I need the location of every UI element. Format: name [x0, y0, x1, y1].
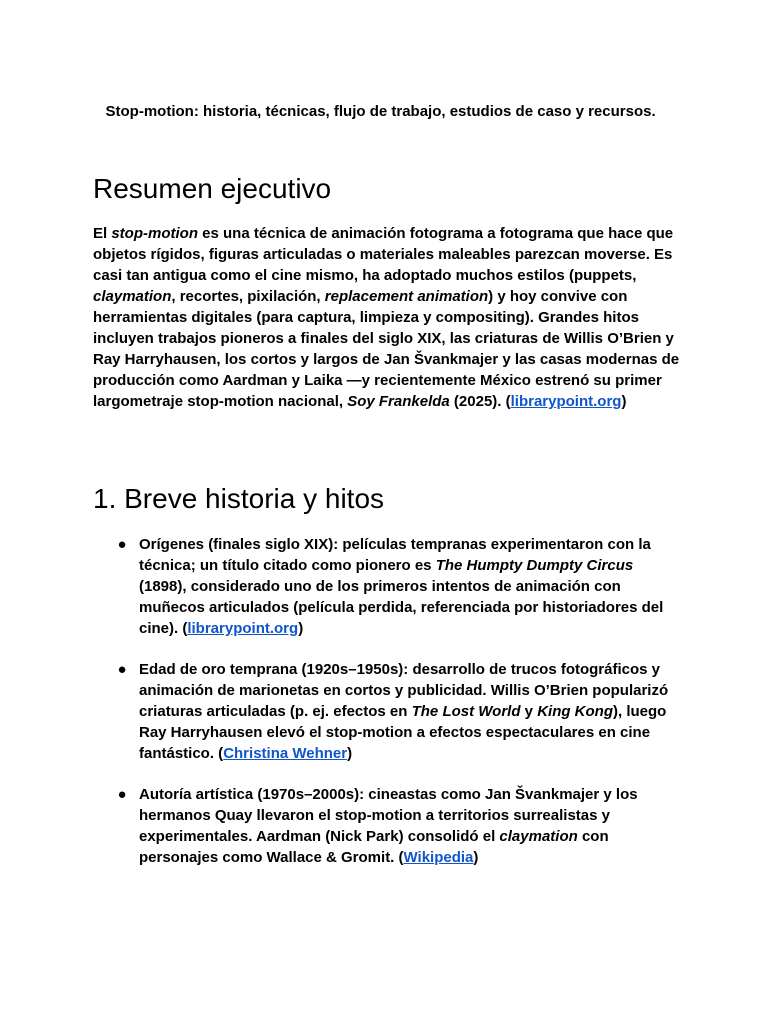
list-item [93, 534, 683, 639]
summary-italic-term: replacement animation [324, 288, 489, 305]
section-heading-historia: 1. Breve historia y hitos [93, 483, 385, 514]
summary-text: es una técnica de animación fotograma a fotograma que hace que objetos rígidos, figuras articuladas o materiales maleables parezcan moverse. Es casi tan antigua como el cine mismo, ha adoptado muchos estilos (puppets, [93, 225, 674, 284]
source-link[interactable]: librarypoint.org [510, 393, 622, 410]
bullet-text: Autoría artística (1970s–2000s): cineastas como Jan Švankmajer y los hermanos Quay llevaron el stop-motion a territorios surrealistas y experimentales. Aardman (Nick Park) consolidó el [139, 786, 638, 845]
summary-italic-title: Soy Frankelda [347, 393, 450, 410]
section-heading-resumen: Resumen ejecutivo [93, 173, 332, 204]
summary-text: ) [621, 393, 627, 410]
bullet-italic-title: The Humpty Dumpty Circus [435, 557, 634, 574]
bullet-icon: ● [117, 661, 127, 678]
document-subtitle [93, 101, 693, 122]
bullet-text: (1898), considerado uno de los primeros intentos de animación con muñecos articulados (película perdida, referenciada por historiadores del cine). ( [139, 578, 664, 637]
summary-paragraph [93, 223, 683, 412]
list-item [93, 784, 683, 868]
summary-text: El [93, 225, 112, 242]
summary-text: ) y hoy convive con herramientas digitales (para captura, limpieza y compositing). Grandes hitos incluyen trabajos pioneros a finales del siglo XIX, las criaturas de Willis O’Brien y Ray Harryhausen, los cortos y largos de Jan Švankmajer y las casas modernas de producción como Aardman y Laika —y recientemente México estrenó su primer largometraje stop-motion nacional, [93, 288, 680, 410]
bullet-text: ), luego Ray Harryhausen elevó el stop-motion a efectos espectaculares en cine fantástico. ( [139, 703, 667, 762]
list-item [93, 659, 683, 764]
summary-italic-term: stop-motion [111, 225, 198, 242]
bullet-text: con personajes como Wallace & Gromit. ( [139, 828, 609, 866]
bullet-text: ) [298, 620, 304, 637]
source-link[interactable]: Wikipedia [403, 849, 474, 866]
bullet-text: Orígenes (finales siglo XIX): películas tempranas experimentaron con la técnica; un título citado como pionero es [139, 536, 651, 574]
bullet-icon: ● [117, 786, 127, 803]
history-bullet-list [93, 534, 683, 888]
document-subtitle-text: Stop-motion: historia, técnicas, flujo de trabajo, estudios de caso y recursos. [105, 103, 656, 120]
source-link[interactable]: librarypoint.org [187, 620, 299, 637]
source-link[interactable]: Christina Wehner [223, 745, 348, 762]
bullet-icon: ● [117, 536, 127, 553]
bullet-text: ) [473, 849, 479, 866]
summary-italic-term: claymation [93, 288, 172, 305]
bullet-italic-title: King Kong [537, 703, 614, 720]
bullet-text: Edad de oro temprana (1920s–1950s): desarrollo de trucos fotográficos y animación de marionetas en cortos y publicidad. Willis O’Brien popularizó criaturas articuladas (p. ej. efectos en [139, 661, 669, 720]
summary-text: (2025). ( [449, 393, 511, 410]
bullet-text: ) [347, 745, 353, 762]
summary-text: , recortes, pixilación, [171, 288, 325, 305]
bullet-italic-title: The Lost World [411, 703, 521, 720]
bullet-text: y [520, 703, 538, 720]
bullet-italic-term: claymation [499, 828, 578, 845]
